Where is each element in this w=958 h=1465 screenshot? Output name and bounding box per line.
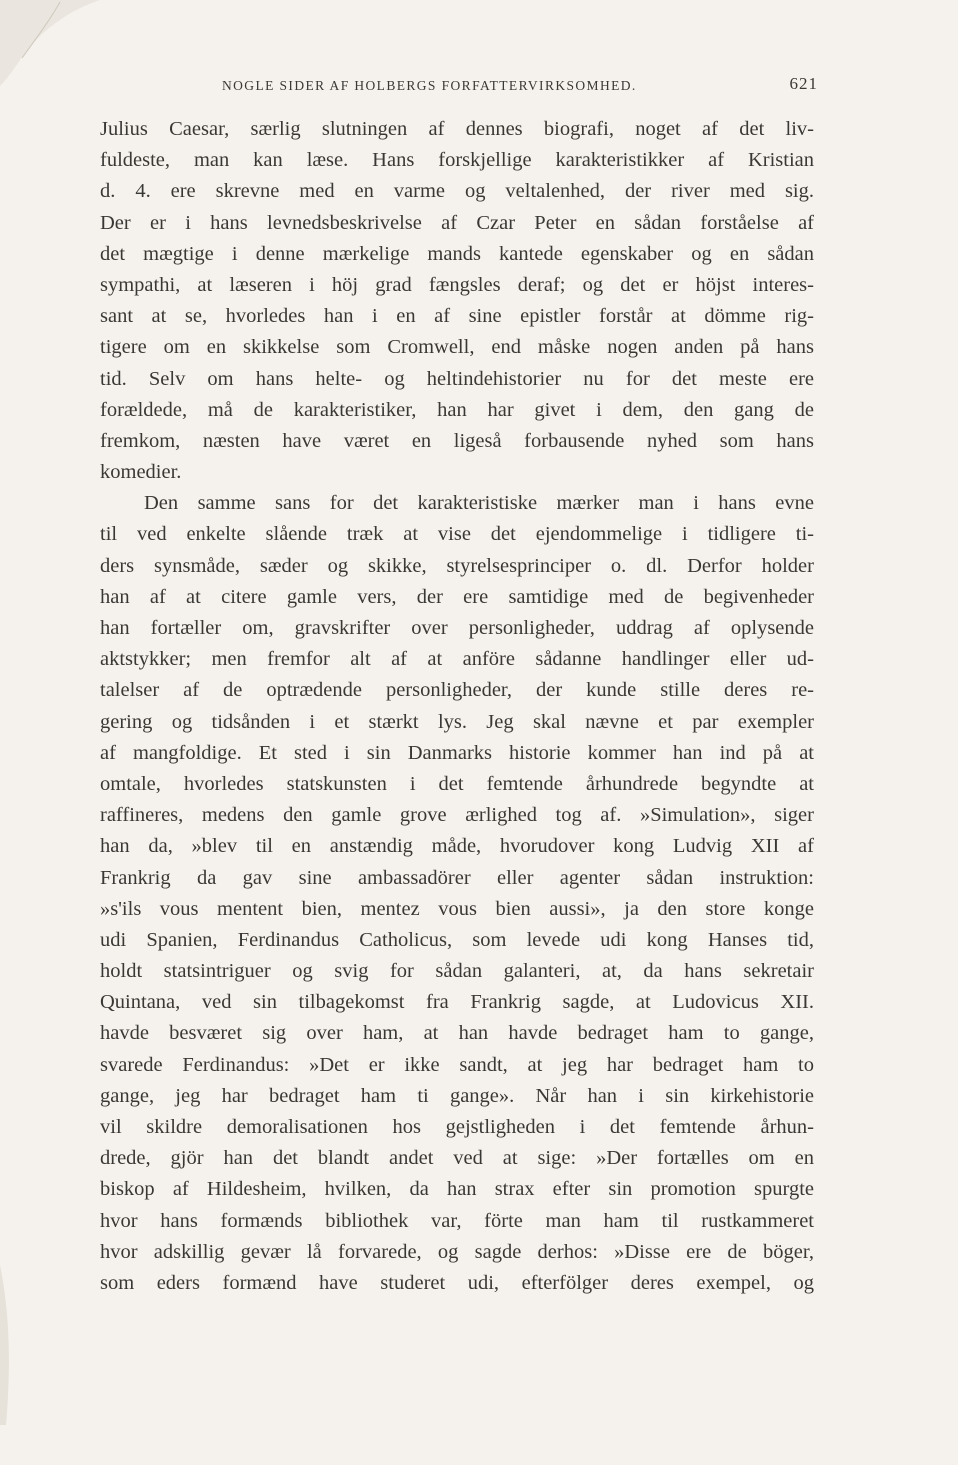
text-line: tid. Selv om hans helte- og heltindehistorier nu for det meste ere xyxy=(100,367,814,390)
text-line: hvor hans formænds bibliothek var, förte man ham til rustkammeret xyxy=(100,1209,814,1232)
running-header xyxy=(222,74,818,98)
text-line: holdt statsintriguer og svig for sådan galanteri, at, da hans sekretair xyxy=(100,960,814,983)
running-header-title: NOGLE SIDER AF HOLBERGS FORFATTERVIRKSOMHED. xyxy=(222,78,637,93)
text-line: Den samme sans for det karakteristiske mærker man i hans evne xyxy=(144,492,814,515)
text-line: forældede, må de karakteristiker, han har givet i dem, den gang de xyxy=(100,398,814,421)
text-line: svarede Ferdinandus: »Det er ikke sandt, at jeg har bedraget ham to xyxy=(100,1053,814,1076)
text-line: af mangfoldige. Et sted i sin Danmarks historie kommer han ind på at xyxy=(100,741,814,764)
text-line: fuldeste, man kan læse. Hans forskjellige karakteristikker af Kristian xyxy=(100,149,814,172)
page-edge-shadow xyxy=(0,1265,40,1425)
text-line: sympathi, at læseren i höj grad fængsles deraf; og det er höjst interes- xyxy=(100,273,814,296)
text-line: gange, jeg har bedraget ham ti gange». Når han i sin kirkehistorie xyxy=(100,1084,814,1107)
text-line: hvor adskillig gevær lå forvarede, og sagde derhos: »Disse ere de böger, xyxy=(100,1240,814,1263)
text-line: udi Spanien, Ferdinandus Catholicus, som levede udi kong Hanses tid, xyxy=(100,928,814,951)
text-line: aktstykker; men fremfor alt af at anföre sådanne handlinger eller ud- xyxy=(100,648,814,671)
text-line: raffineres, medens den gamle grove ærlighed tog af. »Simulation», siger xyxy=(100,804,814,827)
page-corner-stain xyxy=(0,0,110,90)
text-line: han fortæller om, gravskrifter over personligheder, uddrag af oplysende xyxy=(100,617,814,639)
text-line: havde besværet sig over ham, at han havde bedraget ham to gange, xyxy=(100,1022,814,1045)
text-line: han da, »blev til en anstændig måde, hvorudover kong Ludvig XII af xyxy=(100,835,814,858)
text-line: som eders formænd have studeret udi, efterfölger deres exempel, og xyxy=(100,1271,814,1294)
text-line: komedier. xyxy=(100,461,182,484)
text-line: talelser af de optrædende personligheder, der kunde stille deres re- xyxy=(100,679,814,702)
text-line: gering og tidsånden i et stærkt lys. Jeg skal nævne et par exempler xyxy=(100,710,814,733)
text-line: Julius Caesar, særlig slutningen af dennes biografi, noget af det liv- xyxy=(100,118,814,140)
body-text xyxy=(100,114,814,1299)
text-line: til ved enkelte slående træk at vise det ejendommelige i tidligere ti- xyxy=(100,523,814,546)
text-line: ders synsmåde, sæder og skikke, styrelsesprinciper o. dl. Derfor holder xyxy=(100,554,814,577)
text-line: sant at se, hvorledes han i en af sine epistler forstår at dömme rig- xyxy=(100,305,814,328)
text-line: det mægtige i denne mærkelige mands kantede egenskaber og en sådan xyxy=(100,242,814,265)
text-line: fremkom, næsten have været en ligeså forbausende nyhed som hans xyxy=(100,429,814,452)
text-line: »s'ils vous mentent bien, mentez vous bien aussi», ja den store konge xyxy=(100,897,814,920)
text-line: biskop af Hildesheim, hvilken, da han strax efter sin promotion spurgte xyxy=(100,1178,814,1201)
text-line: tigere om en skikkelse som Cromwell, end måske nogen anden på hans xyxy=(100,336,814,359)
text-line: drede, gjör han det blandt andet ved at sige: »Der fortælles om en xyxy=(100,1147,814,1170)
text-line: omtale, hvorledes statskunsten i det femtende århundrede begyndte at xyxy=(100,772,814,795)
text-line: Der er i hans levnedsbeskrivelse af Czar Peter en sådan forståelse af xyxy=(100,211,814,234)
text-line: vil skildre demoralisationen hos gejstligheden i det femtende århun- xyxy=(100,1116,814,1138)
text-line: han af at citere gamle vers, der ere samtidige med de begivenheder xyxy=(100,585,814,608)
text-line: Quintana, ved sin tilbagekomst fra Frankrig sagde, at Ludovicus XII. xyxy=(100,991,814,1014)
text-line: d. 4. ere skrevne med en varme og veltalenhed, der river med sig. xyxy=(100,180,814,203)
text-line: Frankrig da gav sine ambassadörer eller agenter sådan instruktion: xyxy=(100,866,814,889)
page-number: 621 xyxy=(789,74,818,93)
